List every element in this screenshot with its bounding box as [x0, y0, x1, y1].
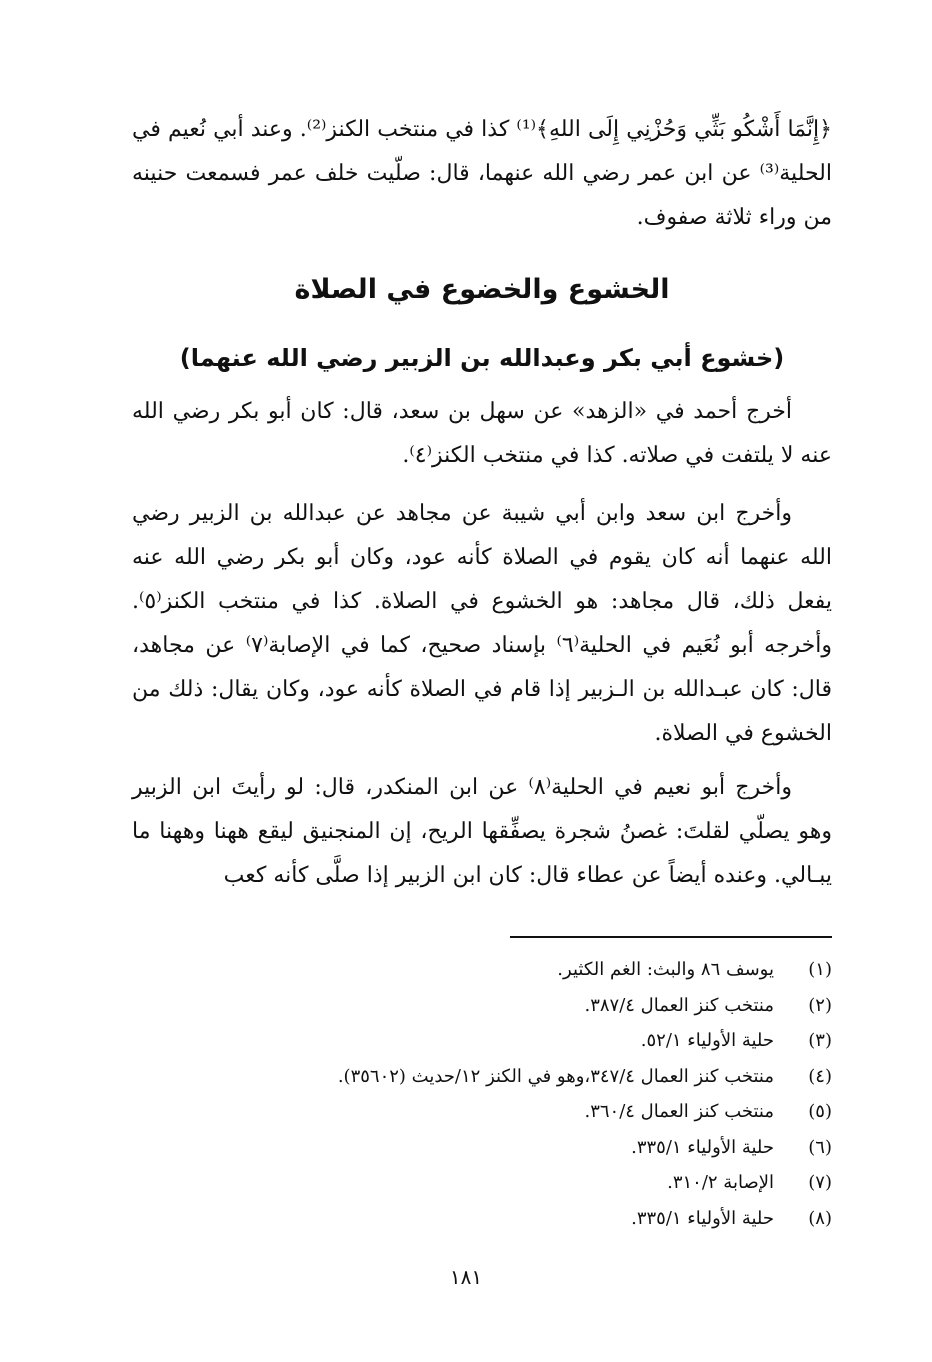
footnote-item [132, 988, 832, 1024]
footnote-item [132, 1059, 832, 1095]
footnote-text: منتخب كنز العمال ٣٦٠/٤. [584, 1101, 774, 1122]
footnote-item [132, 1094, 832, 1130]
footnote-text: منتخب كنز العمال ٣٨٧/٤. [584, 994, 774, 1016]
footnote-number: (٢) [808, 994, 832, 1016]
footnote-item [132, 1023, 832, 1059]
footnote-number: (١) [808, 959, 832, 980]
footnote-number: (٥) [808, 1101, 832, 1122]
paragraph-4: وأخرج أبو نعيم في الحلية⁽٨⁾ عن ابن المنكدر، قال: لو رأيتَ ابن الزبير وهو يصلّي لقلتَ: غصنُ شجرة يصفِّقها الريح، إن المنجنيق ليقع ههنا وههنا ما يبـالي. وعنده أيضاً عن عطاء قال: كان ابن الزبير إذا صلَّى كأنه كعب [132, 775, 832, 888]
footnote-text: حلية الأولياء ٣٣٥/١. [631, 1207, 774, 1229]
paragraph-2: أخرج أحمد في «الزهد» عن سهل بن سعد، قال: كان أبو بكر رضي الله عنه لا يلتفت في صلاته. كذا في منتخب الكنز⁽٤⁾. [132, 399, 832, 468]
footnote-text: الإصابة ٣١٠/٢. [667, 1172, 774, 1193]
footnote-item [132, 1165, 832, 1201]
footnote-number: (٧) [808, 1172, 832, 1193]
footnote-divider [510, 936, 832, 938]
footnote-item [132, 1201, 832, 1237]
footnotes-list [132, 952, 832, 1236]
footnote-number: (٨) [808, 1207, 832, 1229]
footnote-number: (٦) [808, 1136, 832, 1158]
footnote-text: حلية الأولياء ٣٣٥/١. [631, 1136, 774, 1158]
footnote-item [132, 952, 832, 988]
page-number: ١٨١ [449, 1265, 483, 1289]
footnote-number: (٤) [808, 1065, 832, 1087]
footnote-text: منتخب كنز العمال ٣٤٧/٤،وهو في الكنز ١٢/حديث (٣٥٦٠٢). [337, 1065, 774, 1087]
footnote-item [132, 1130, 832, 1166]
subsection-heading: (خشوع أبي بكر وعبدالله بن الزبير رضي الله عنهما) [179, 344, 785, 372]
footnote-text: يوسف ٨٦ والبث: الغم الكثير. [557, 959, 774, 980]
footnote-number: (٣) [808, 1030, 832, 1051]
footnote-text: حلية الأولياء ٥٢/١. [640, 1030, 774, 1051]
section-heading: الخشوع والخضوع في الصلاة [294, 274, 670, 305]
paragraph-1: ﴿إِنَّمَا أَشْكُو بَثِّي وَحُزْنِي إِلَى اللهِ﴾⁽¹⁾ كذا في منتخب الكنز⁽²⁾. وعند أبي نُعيم في الحلية⁽³⁾ عن ابن عمر رضي الله عنهما، قال: صلّيت خلف عمر فسمعت حنينه من وراء ثلاثة صفوف. [132, 117, 833, 230]
paragraph-3: وأخرج ابن سعد وابن أبي شيبة عن مجاهد عن عبدالله بن الزبير رضي الله عنهما أنه كان يقوم في الصلاة كأنه عود، وكان أبو بكر رضي الله عنه يفعل ذلك، قال مجاهد: هو الخشوع في الصلاة. كذا في منتخب الكنز⁽٥⁾. وأخرجه أبو نُعَيم في الحلية⁽٦⁾ بإسناد صحيح، كما في الإصابة⁽٧⁾ عن مجاهد، قال: كان عبـدالله بن الـزبير إذا قام في الصلاة كأنه عود، وكان يقال: ذلك من الخشوع في الصلاة. [132, 501, 832, 746]
